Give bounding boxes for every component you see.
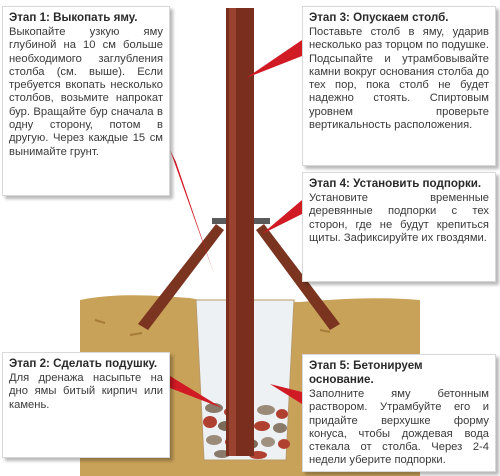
step-2-text: Для дренажа насыпьте на дно ямы битый кирпич или камень. xyxy=(9,372,163,411)
step-4-text: Установите временные деревянные подпорки с тех сторон, где не будут крепиться щиты. Зафиксируйте их гвоздями. xyxy=(309,192,489,244)
step-5-title: Этап 5: Бетонируем основание. xyxy=(309,359,423,386)
step-1-title: Этап 1: Выкопать яму. xyxy=(9,11,138,24)
step-1-text: Выкопайте узкую яму глубиной на 10 см больше необходимого заглубления столба (см. выше). Если требуется вкопать несколько столбов, возьмите напрокат бур. Вращайте бур сначала в одну сторону, потом в другую. Через каждые 15 см вынимайте грунт. xyxy=(9,26,163,158)
arrow-step3 xyxy=(246,40,302,78)
step-2-card xyxy=(2,352,170,458)
step-3-card xyxy=(302,6,496,166)
step-3-title: Этап 3: Опускаем столб. xyxy=(309,11,449,24)
wooden-post-highlight xyxy=(229,8,236,456)
step-3-text: Поставьте столб в яму, ударив несколько раз торцом по подушке. Подсыпайте и утрамбовывайте камни вокруг основания столба до тех пор, пока столб не будет надежно стоять. Спиртовым уровнем проверьте вертикальность расположения. xyxy=(309,26,489,132)
step-4-card xyxy=(302,172,496,282)
step-5-text: Заполните яму бетонным раствором. Утрамбуйте его и придайте верхушке форму конуса, чтобы дождевая вода стекала от столба. Через 2-4 недели уберите подпорки. xyxy=(309,388,489,467)
step-5-card xyxy=(302,354,496,472)
step-4-title: Этап 4: Установить подпорки. xyxy=(309,177,482,190)
arrow-step4 xyxy=(262,200,302,234)
step-1-card xyxy=(2,6,170,196)
step-2-title: Этап 2: Сделать подушку. xyxy=(9,357,158,370)
